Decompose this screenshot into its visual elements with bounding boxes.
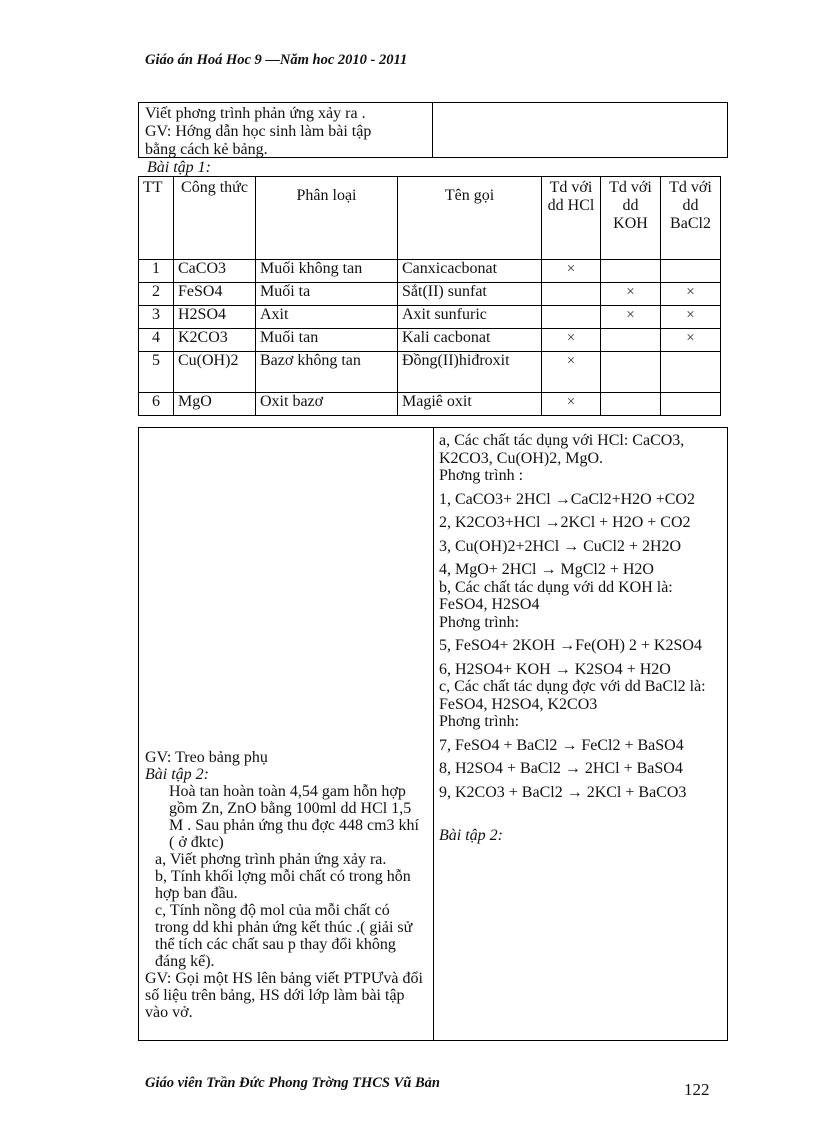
cell-bacl2 (661, 260, 721, 283)
cell-koh (601, 260, 661, 283)
table-row (139, 329, 721, 352)
teacher-instruction: GV: Treo bảng phụ (145, 749, 268, 766)
cell-hcl: × (542, 329, 601, 352)
cell-hcl (542, 283, 601, 306)
table-row (139, 260, 721, 283)
cell-type: Axit (256, 306, 398, 329)
header-cell: Tên gọi (398, 177, 542, 260)
table-row (139, 352, 721, 393)
table-row (139, 306, 721, 329)
header-cell: Td với dd KOH (601, 177, 661, 260)
intro-box (138, 102, 728, 158)
exercise-1-title: Bài tập 1: (147, 159, 211, 176)
answer-b-heading: b, Các chất tác dụng với dd KOH là: FeSO4, H2SO4 (439, 578, 673, 613)
exercise-2-label: Bài tập 2: (145, 766, 209, 783)
cell-type: Bazơ không tan (256, 352, 398, 393)
cell-koh: × (601, 306, 661, 329)
equation-7: 7, FeSO4 + BaCl2 → FeCl2 + BaSO4 (439, 736, 684, 754)
intro-text (139, 103, 433, 157)
table-header-row (139, 177, 721, 260)
equation-label: Phơng trình: (439, 613, 520, 631)
page-header: Giáo án Hoá Hoc 9 —Năm hoc 2010 - 2011 (145, 52, 408, 68)
cell-name: Đồng(II)hiđroxit (398, 352, 542, 393)
cell-name: Magiê oxit (398, 393, 542, 416)
cell-tt: 2 (139, 283, 174, 306)
cell-bacl2 (661, 393, 721, 416)
cell-name: Sắt(II) sunfat (398, 283, 542, 306)
exercise-2-problem: Hoà tan hoàn toàn 4,54 gam hỗn hợp gồm Zn, ZnO bằng 100ml dd HCl 1,5 M . Sau phản ứng thu đợc 448 cm3 khí ( ở đktc) (169, 783, 419, 851)
equation-3: 3, Cu(OH)2+2HCl → CuCl2 + 2H2O (439, 537, 682, 555)
header-cell: Td với dd BaCl2 (661, 177, 721, 260)
exercise-1-table (138, 176, 721, 416)
cell-type: Muối ta (256, 283, 398, 306)
cell-name: Canxicacbonat (398, 260, 542, 283)
cell-bacl2: × (661, 329, 721, 352)
page-number: 122 (684, 1080, 710, 1099)
equation-label: Phơng trình: (439, 713, 520, 730)
equation-6: 6, H2SO4+ KOH → K2SO4 + H2O (439, 660, 671, 678)
intro-line: Viết phơng trình phản ứng xảy ra . (145, 105, 366, 122)
cell-formula: FeSO4 (174, 283, 256, 306)
header-cell: Công thức (174, 177, 256, 260)
cell-koh (601, 329, 661, 352)
teacher-instruction-2: GV: Gọi một HS lên bảng viết PTPƯvà đổi số liệu trên bảng, HS dới lớp làm bài tập vào vở. (145, 970, 423, 1021)
cell-bacl2: × (661, 306, 721, 329)
cell-formula: MgO (174, 393, 256, 416)
answer-a-heading: a, Các chất tác dụng với HCl: CaCO3, K2CO3, Cu(OH)2, MgO. (439, 432, 685, 467)
answer-c-heading: c, Các chất tác dụng đợc với dd BaCl2 là: FeSO4, H2SO4, K2CO3 (439, 678, 706, 713)
exercise-2-box (138, 427, 728, 1041)
column-divider (433, 428, 434, 1040)
intro-line: bằng cách kẻ bảng. (145, 141, 268, 157)
cell-koh (601, 393, 661, 416)
intro-line: GV: Hớng dẫn học sinh làm bài tập (145, 123, 372, 140)
header-cell: TT (139, 177, 174, 260)
cell-formula: K2CO3 (174, 329, 256, 352)
cell-formula: H2SO4 (174, 306, 256, 329)
question-c: c, Tính nồng độ mol của mỗi chất có trong dd khi phản ứng kết thúc .( giải sử thể tích các chất sau p thay đổi không đáng kể). (155, 902, 413, 970)
cell-tt: 6 (139, 393, 174, 416)
equation-label: Phơng trình : (439, 467, 524, 484)
cell-tt: 5 (139, 352, 174, 393)
teacher-column (145, 749, 427, 1021)
table-row (139, 283, 721, 306)
equation-5: 5, FeSO4+ 2KOH →Fe(OH) 2 + K2SO4 (439, 637, 702, 654)
table-row (139, 393, 721, 416)
cell-bacl2 (661, 352, 721, 393)
equation-2: 2, K2CO3+HCl →2KCl + H2O + CO2 (439, 514, 691, 531)
equation-8: 8, H2SO4 + BaCl2 → 2HCl + BaSO4 (439, 760, 683, 777)
question-a: a, Viết phơng trình phản ứng xảy ra. (155, 851, 387, 868)
page-footer: Giáo viên Trần Đức Phong Trờng THCS Vũ Bản (145, 1075, 440, 1091)
cell-koh: × (601, 283, 661, 306)
cell-koh (601, 352, 661, 393)
cell-hcl: × (542, 393, 601, 416)
cell-tt: 1 (139, 260, 174, 283)
cell-tt: 3 (139, 306, 174, 329)
cell-formula: CaCO3 (174, 260, 256, 283)
cell-tt: 4 (139, 329, 174, 352)
question-b: b, Tính khối lợng mỗi chất có trong hỗn hợp ban đầu. (155, 868, 411, 902)
cell-hcl: × (542, 260, 601, 283)
cell-hcl: × (542, 352, 601, 393)
cell-name: Axit sunfuric (398, 306, 542, 329)
cell-type: Muối tan (256, 329, 398, 352)
header-cell: Phân loại (256, 177, 398, 260)
cell-hcl (542, 306, 601, 329)
answer-column (439, 432, 725, 845)
cell-name: Kali cacbonat (398, 329, 542, 352)
equation-1: 1, CaCO3+ 2HCl →CaCl2+H2O +CO2 (439, 490, 695, 508)
cell-type: Oxit bazơ (256, 393, 398, 416)
header-cell: Td với dd HCl (542, 177, 601, 260)
cell-formula: Cu(OH)2 (174, 352, 256, 393)
equation-9: 9, K2CO3 + BaCl2 → 2KCl + BaCO3 (439, 783, 687, 801)
exercise-2-answer-label: Bài tập 2: (439, 827, 503, 844)
cell-bacl2: × (661, 283, 721, 306)
equation-4: 4, MgO+ 2HCl → MgCl2 + H2O (439, 561, 654, 578)
cell-type: Muối không tan (256, 260, 398, 283)
